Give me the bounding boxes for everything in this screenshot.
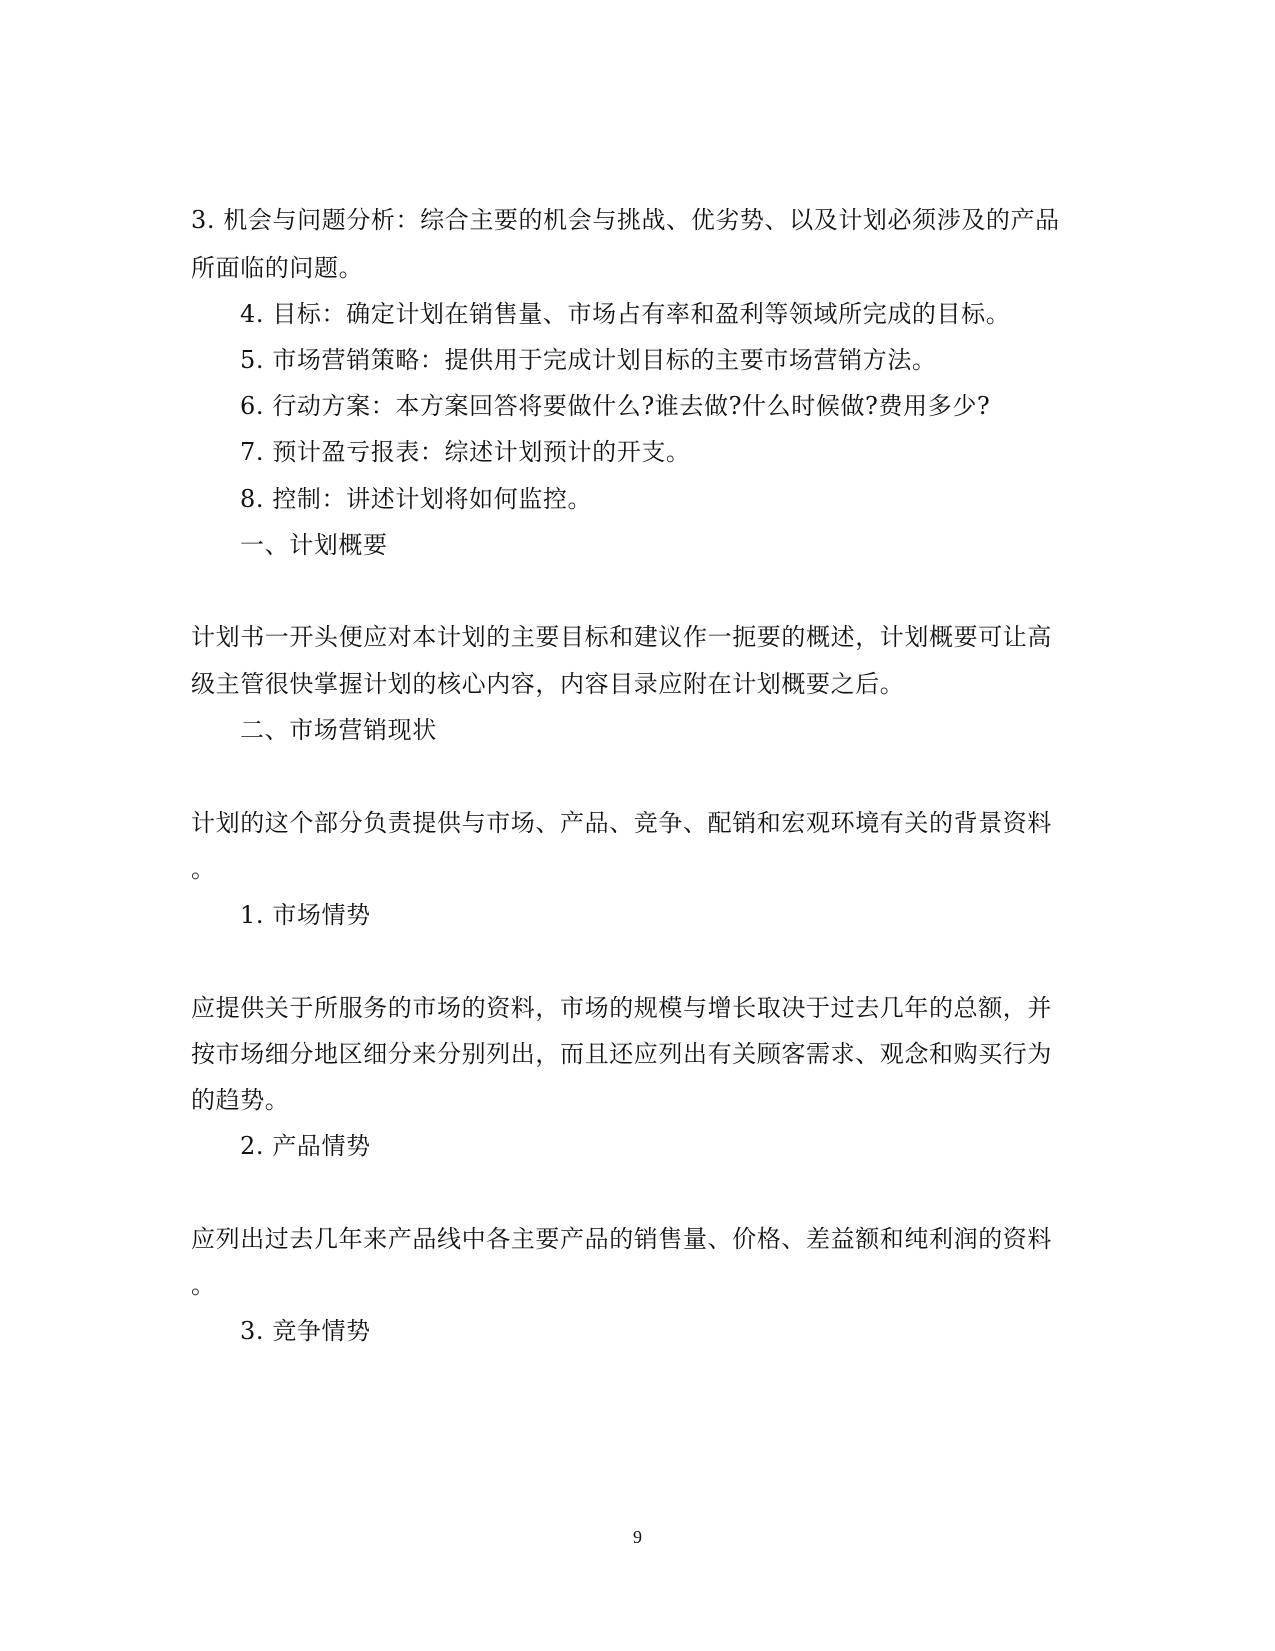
list-item-profit-loss: 7. 预计盈亏报表：综述计划预计的开支。 (240, 438, 691, 466)
list-item-action-plan: 6. 行动方案：本方案回答将要做什么?谁去做?什么时候做?费用多少? (240, 392, 991, 420)
page-number: 9 (633, 1527, 642, 1547)
list-item-goals: 4. 目标：确定计划在销售量、市场占有率和盈利等领域所完成的目标。 (240, 300, 1011, 328)
paragraph-market-situation-line-1: 应提供关于所服务的市场的资料，市场的规模与增长取决于过去几年的总额，并 (191, 994, 1052, 1022)
paragraph-product-situation-line-1: 应列出过去几年来产品线中各主要产品的销售量、价格、差益额和纯利润的资料 (191, 1225, 1052, 1253)
subheading-competition-situation: 3. 竞争情势 (240, 1317, 371, 1345)
paragraph-opportunity-analysis-line-2: 所面临的问题。 (191, 254, 364, 282)
list-item-marketing-strategy: 5. 市场营销策略：提供用于完成计划目标的主要市场营销方法。 (240, 346, 937, 374)
paragraph-marketing-status-line-1: 计划的这个部分负责提供与市场、产品、竞争、配销和宏观环境有关的背景资料 (191, 809, 1052, 837)
paragraph-plan-summary-line-2: 级主管很快掌握计划的核心内容，内容目录应附在计划概要之后。 (191, 670, 905, 698)
paragraph-market-situation-line-2: 按市场细分地区细分来分别列出，而且还应列出有关顾客需求、观念和购买行为 (191, 1040, 1052, 1068)
subheading-market-situation: 1. 市场情势 (240, 901, 371, 929)
subheading-product-situation: 2. 产品情势 (240, 1132, 371, 1160)
section-heading-plan-summary: 一、计划概要 (240, 531, 388, 559)
list-item-control: 8. 控制：讲述计划将如何监控。 (240, 485, 593, 513)
paragraph-plan-summary-line-1: 计划书一开头便应对本计划的主要目标和建议作一扼要的概述，计划概要可让高 (191, 623, 1052, 651)
section-heading-marketing-status: 二、市场营销现状 (240, 716, 437, 744)
paragraph-marketing-status-line-2: 。 (191, 855, 216, 883)
paragraph-product-situation-line-2: 。 (191, 1271, 216, 1299)
paragraph-opportunity-analysis-line-1: 3. 机会与问题分析：综合主要的机会与挑战、优劣势、以及计划必须涉及的产品 (191, 206, 1060, 234)
paragraph-market-situation-line-3: 的趋势。 (191, 1086, 290, 1114)
